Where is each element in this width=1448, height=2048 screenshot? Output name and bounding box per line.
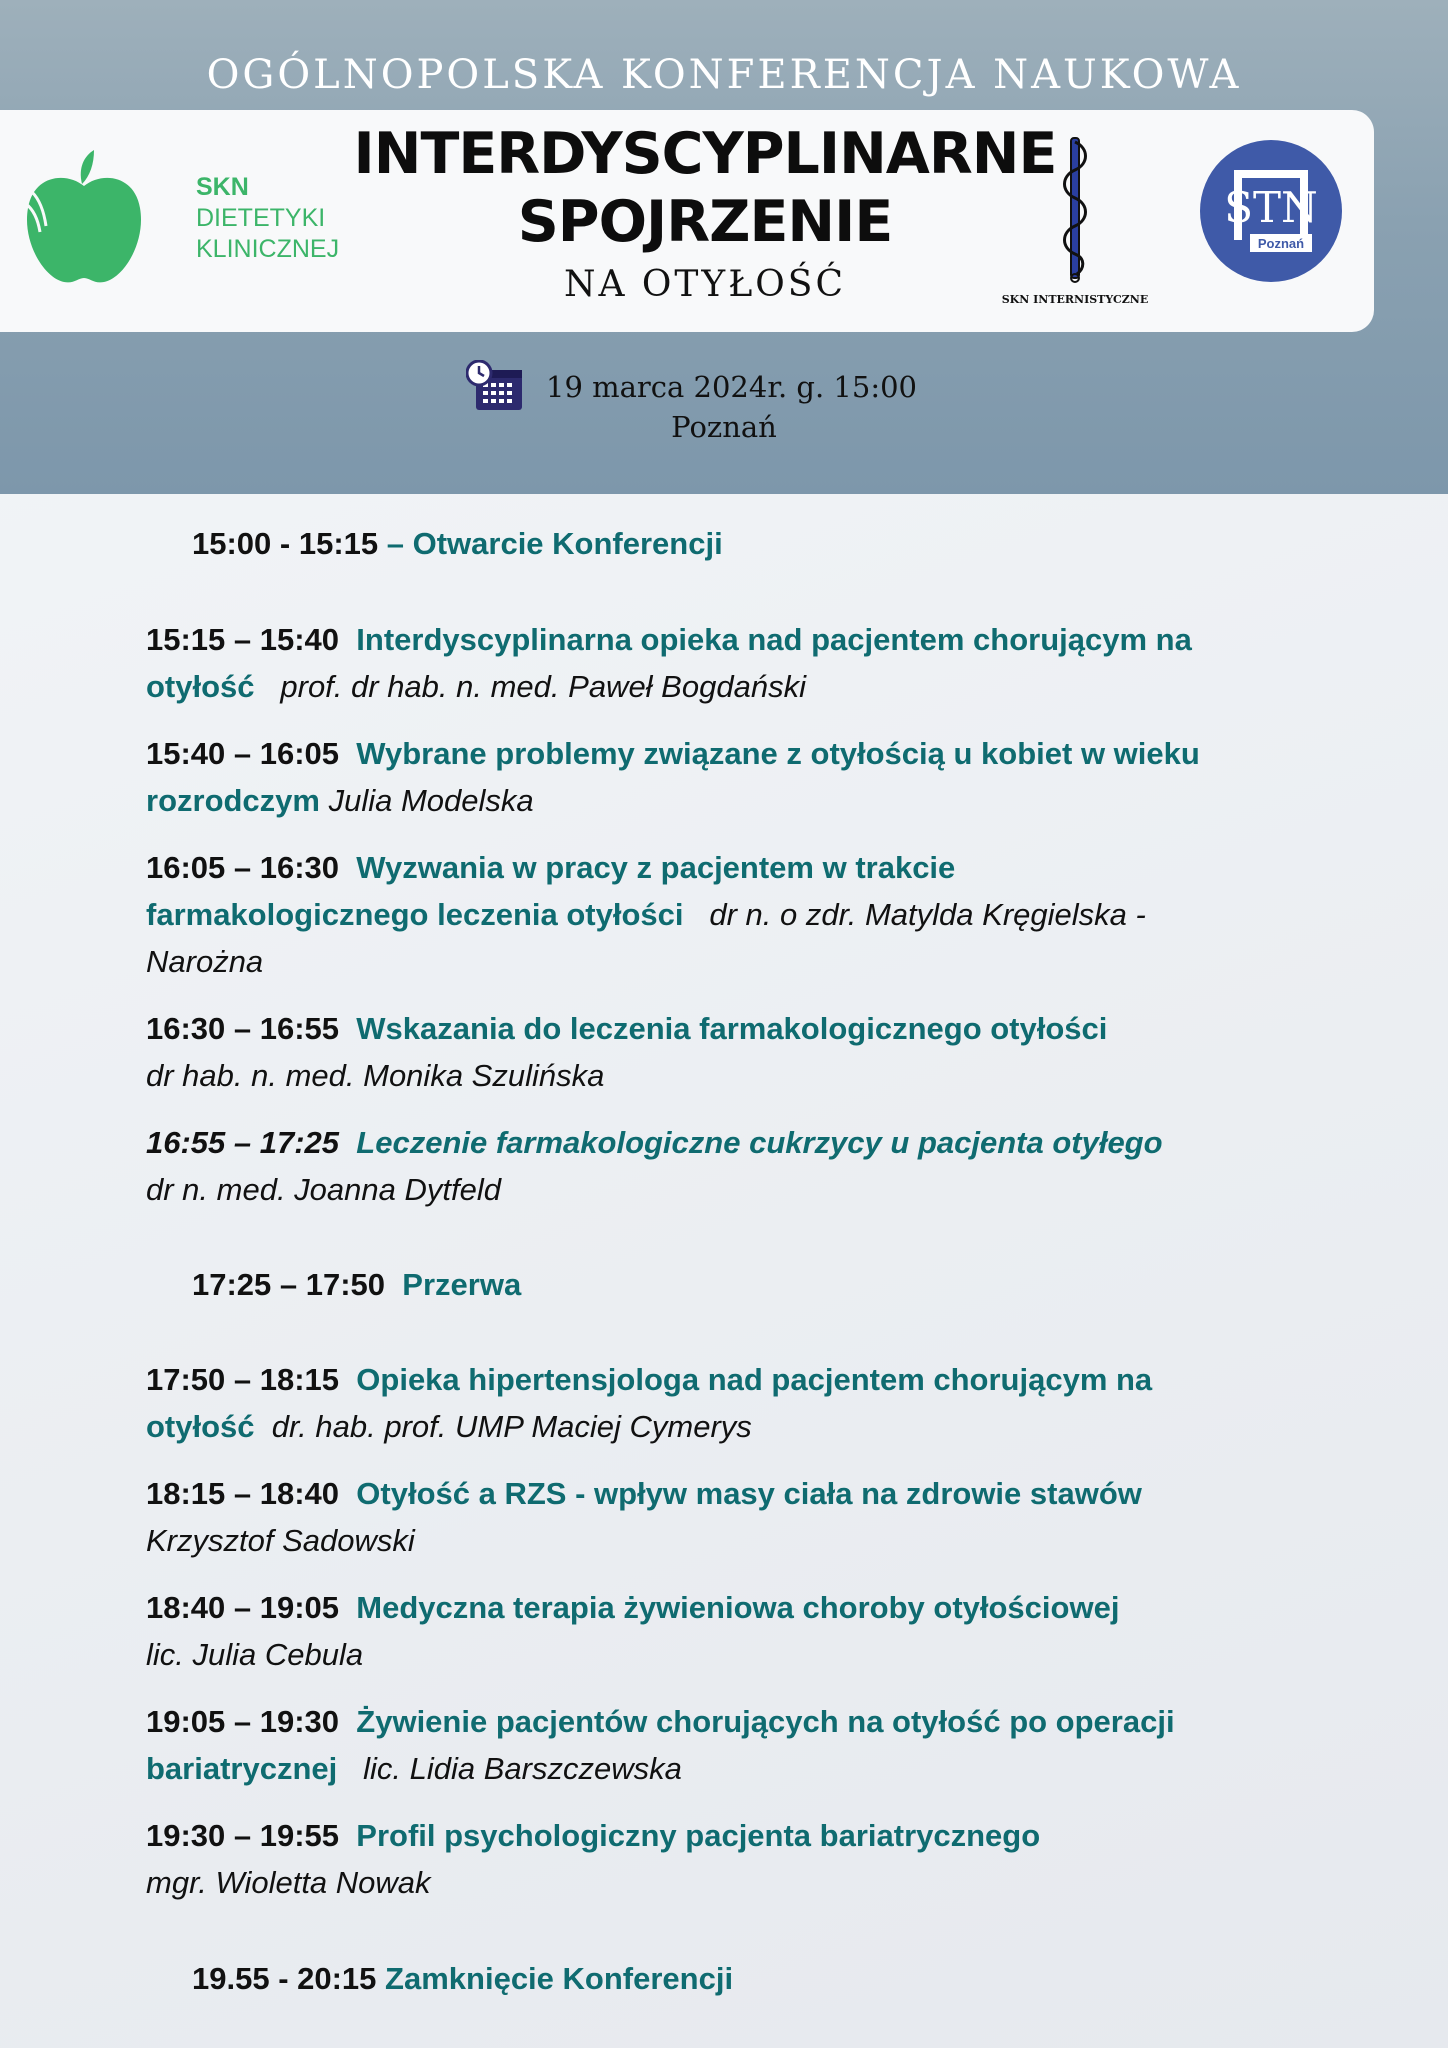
agenda-line (146, 1119, 1163, 1166)
agenda-speaker: mgr. Wioletta Nowak (146, 1865, 431, 1900)
agenda-item (192, 1261, 521, 1308)
agenda-time: 17:25 – 17:50 (192, 1267, 386, 1302)
agenda-line (146, 1698, 1175, 1745)
agenda-title: Wskazania do leczenia farmakologicznego otyłości (356, 1011, 1108, 1046)
title-line-2: SPOJRZENIE (517, 189, 893, 255)
event-date: 19 marca 2024r. g. 15:00 (546, 370, 918, 404)
agenda-line (146, 1403, 752, 1450)
skn-internistyczne-logo-text: SKN INTERNISTYCZNE (1001, 293, 1149, 306)
logo-line-klinicznej: KLINICZNEJ (196, 235, 340, 263)
agenda-title: Otyłość a RZS - wpływ masy ciała na zdrowie stawów (356, 1476, 1142, 1511)
agenda-line (146, 891, 1146, 938)
agenda-title: Wyzwania w pracy z pacjentem w trakcie (356, 850, 956, 885)
agenda-speaker: lic. Lidia Barszczewska (363, 1751, 682, 1786)
agenda-separator: – (378, 526, 413, 561)
stn-logo-city: Poznań (1257, 236, 1305, 251)
agenda-title-cont: otyłość (146, 669, 255, 704)
agenda-item (192, 520, 723, 567)
agenda-title-cont: bariatrycznej (146, 1751, 338, 1786)
agenda-line (146, 663, 806, 710)
agenda-speaker: dr n. o zdr. Matylda Kręgielska - (709, 897, 1146, 932)
agenda-line (146, 1631, 363, 1678)
agenda-title: Otwarcie Konferencji (412, 526, 723, 561)
agenda-time: 17:50 – 18:15 (146, 1362, 340, 1397)
agenda-title: Profil psychologiczny pacjenta bariatrycznego (356, 1818, 1041, 1853)
agenda-title: Leczenie farmakologiczne cukrzycy u pacjenta otyłego (356, 1125, 1163, 1160)
agenda-title: Zamknięcie Konferencji (385, 1961, 734, 1996)
agenda-speaker: prof. dr hab. n. med. Paweł Bogdański (280, 669, 806, 704)
agenda-speaker: Julia Modelska (328, 783, 534, 818)
agenda-time: 19.55 - 20:15 (192, 1961, 377, 1996)
conference-supertitle: OGÓLNOPOLSKA KONFERENCJA NAUKOWA (206, 52, 1242, 98)
agenda-title-cont: otyłość (146, 1409, 255, 1444)
title-line-1: INTERDYSCYPLINARNE (353, 121, 1057, 187)
agenda-speaker: dr. hab. prof. UMP Maciej Cymerys (271, 1409, 752, 1444)
agenda-line (146, 1356, 1152, 1403)
logo-line-dietetyki: DIETETYKI (196, 204, 326, 232)
agenda-time: 19:30 – 19:55 (146, 1818, 340, 1853)
agenda-line (146, 1859, 431, 1906)
agenda-speaker-cont: Narożna (146, 944, 264, 979)
agenda-line (146, 844, 955, 891)
agenda-title: Medyczna terapia żywieniowa choroby otyłościowej (356, 1590, 1120, 1625)
agenda-line (146, 1166, 501, 1213)
agenda-title-cont: rozrodczym (146, 783, 320, 818)
logo-line-skn: SKN (196, 173, 249, 201)
agenda-title: Przerwa (402, 1267, 522, 1302)
agenda-speaker: dr n. med. Joanna Dytfeld (146, 1172, 501, 1207)
agenda-line (146, 1470, 1142, 1517)
agenda-time: 18:15 – 18:40 (146, 1476, 340, 1511)
title-subtitle: NA OTYŁOŚĆ (563, 264, 847, 305)
agenda-line (146, 938, 263, 985)
agenda-line (146, 1812, 1040, 1859)
agenda-title: Opieka hipertensjologa nad pacjentem chorującym na (356, 1362, 1153, 1397)
agenda-line (146, 1005, 1107, 1052)
stn-logo-letters: STN (1224, 183, 1318, 232)
agenda-title: Wybrane problemy związane z otyłością u kobiet w wieku (356, 736, 1200, 771)
agenda-line (146, 1584, 1119, 1631)
agenda-line (146, 616, 1192, 663)
agenda-title-cont: farmakologicznego leczenia otyłości (146, 897, 684, 932)
agenda-line (146, 730, 1200, 777)
agenda-time: 16:30 – 16:55 (146, 1011, 340, 1046)
agenda-item (192, 1955, 733, 2002)
agenda-speaker: lic. Julia Cebula (146, 1637, 364, 1672)
agenda-time: 15:00 - 15:15 (192, 526, 379, 561)
agenda-line (146, 1745, 682, 1792)
agenda-time: 18:40 – 19:05 (146, 1590, 340, 1625)
agenda-line (146, 1517, 415, 1564)
agenda-time: 19:05 – 19:30 (146, 1704, 340, 1739)
event-place: Poznań (671, 410, 777, 444)
agenda-time: 15:15 – 15:40 (146, 622, 340, 657)
agenda-line (146, 777, 534, 824)
agenda-time: 16:55 – 17:25 (146, 1125, 340, 1160)
agenda-title: Żywienie pacjentów chorujących na otyłość po operacji (356, 1704, 1175, 1739)
agenda-line (146, 1052, 604, 1099)
agenda-time: 16:05 – 16:30 (146, 850, 340, 885)
agenda-title: Interdyscyplinarna opieka nad pacjentem chorującym na (356, 622, 1192, 657)
agenda-time: 15:40 – 16:05 (146, 736, 340, 771)
agenda-speaker: dr hab. n. med. Monika Szulińska (146, 1058, 605, 1093)
agenda-speaker: Krzysztof Sadowski (146, 1523, 415, 1558)
